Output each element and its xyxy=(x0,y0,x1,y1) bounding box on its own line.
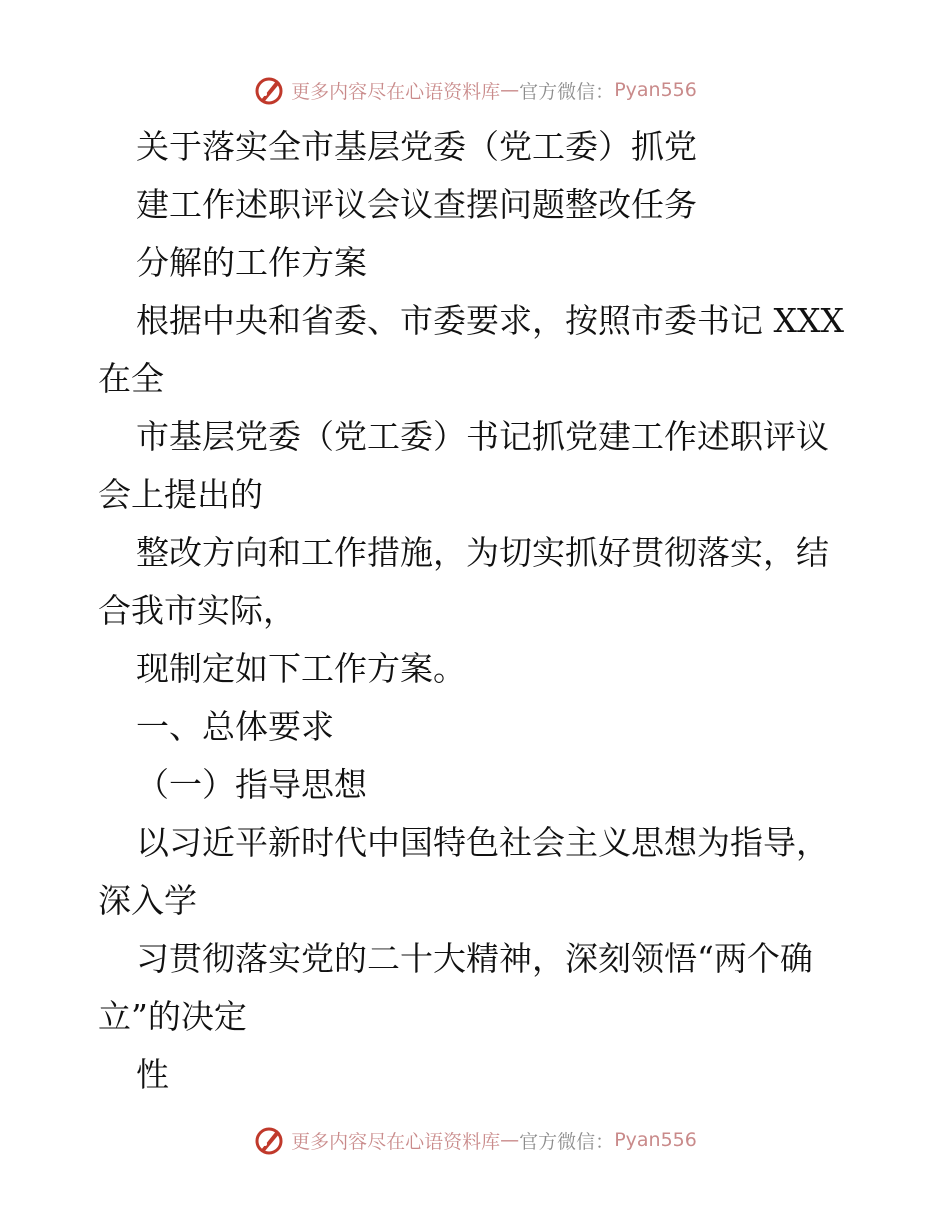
banner-wechat-id: Pyan556 xyxy=(614,79,697,101)
footer-watermark-banner xyxy=(0,1122,950,1158)
subsection-heading-1: （一）指导思想 xyxy=(136,765,367,804)
quill-pen-seal-icon xyxy=(253,74,285,106)
banner-text: 更多内容尽在心语资料库 xyxy=(291,80,501,103)
banner-separator: — xyxy=(500,1129,520,1151)
quill-pen-seal-icon xyxy=(253,1124,285,1156)
paragraph-4: 现制定如下工作方案。 xyxy=(136,649,466,688)
section-heading-1: 一、总体要求 xyxy=(136,707,334,746)
paragraph-3: 整改方向和工作措施，为切实抓好贯彻落实，结合我市实际， xyxy=(98,533,829,630)
title-line-2: 建工作述职评议会议查摆问题整改任务 xyxy=(136,185,697,224)
banner-text: 更多内容尽在心语资料库 xyxy=(291,1130,501,1153)
paragraph-6: 习贯彻落实党的二十大精神，深刻领悟“两个确立”的决定 xyxy=(98,939,813,1036)
header-watermark-banner xyxy=(0,72,950,108)
paragraph-1: 根据中央和省委、市委要求，按照市委书记 XXX 在全 xyxy=(98,301,844,398)
banner-separator: — xyxy=(500,79,520,101)
document-body xyxy=(98,118,858,1104)
banner-wechat-label: 官方微信： xyxy=(519,80,615,103)
title-line-1: 关于落实全市基层党委（党工委）抓党 xyxy=(136,127,697,166)
paragraph-7: 性 xyxy=(136,1055,169,1094)
banner-wechat-label: 官方微信： xyxy=(519,1130,615,1153)
banner-wechat-id: Pyan556 xyxy=(614,1129,697,1151)
title-line-3: 分解的工作方案 xyxy=(136,243,367,282)
paragraph-5: 以习近平新时代中国特色社会主义思想为指导，深入学 xyxy=(98,823,829,920)
paragraph-2: 市基层党委（党工委）书记抓党建工作述职评议会上提出的 xyxy=(98,417,829,514)
